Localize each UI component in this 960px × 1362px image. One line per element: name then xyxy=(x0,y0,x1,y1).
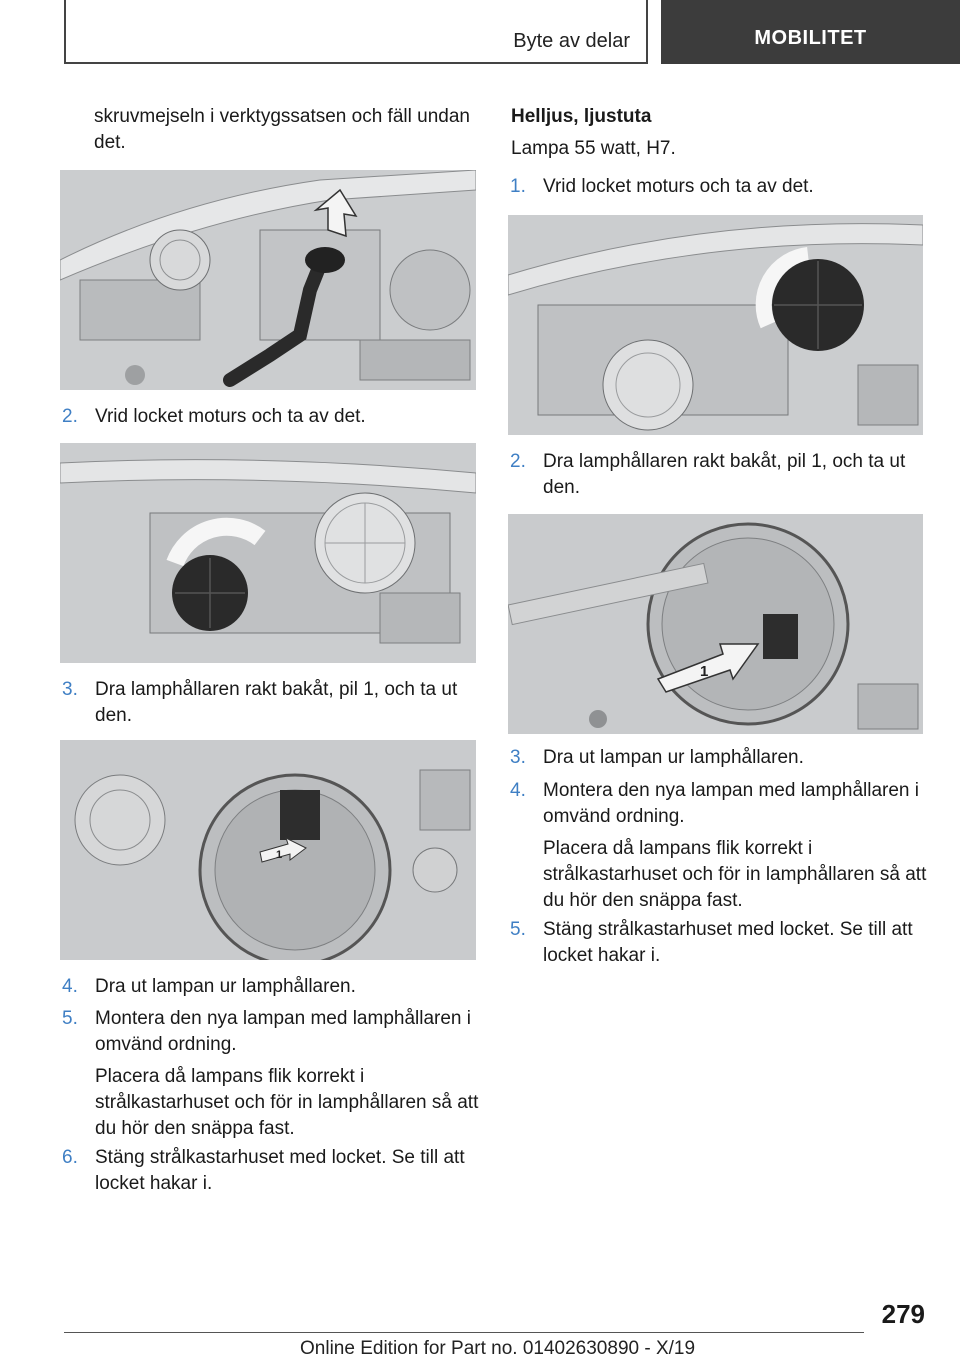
step-number: 2. xyxy=(62,406,78,427)
step-note: Placera då lampans flik korrekt i strålkastarhuset och för in lamphållaren så att du hör den snäppa fast. xyxy=(543,838,927,911)
step-number: 1. xyxy=(510,176,526,197)
svg-text:1: 1 xyxy=(276,849,283,861)
step-text: Dra lamphållaren rakt bakåt, pil 1, och ta ut den. xyxy=(543,451,906,498)
step-text: Vrid locket moturs och ta av det. xyxy=(95,406,366,427)
page-number: 279 xyxy=(881,1299,925,1329)
illustration-remove-filler-neck xyxy=(60,170,476,390)
step-text: Stäng strålkastarhuset med locket. Se till att locket hakar i. xyxy=(95,1147,465,1194)
illustration-pull-lampholder-left xyxy=(60,740,476,960)
step-number: 4. xyxy=(62,976,78,997)
svg-text:1: 1 xyxy=(700,663,709,680)
illustration-rotate-cap-right xyxy=(508,215,923,435)
section-title: Byte av delar xyxy=(513,30,630,52)
step-text: Montera den nya lampan med lamphållaren i omvänd ordning. xyxy=(95,1008,471,1055)
intro-text: skruvmejseln i verktygssatsen och fäll undan det. xyxy=(94,106,470,153)
chapter-tab: MOBILITET xyxy=(661,0,960,64)
illustration-rotate-cap-left xyxy=(60,443,476,663)
step-text: Stäng strålkastarhuset med locket. Se till att locket hakar i. xyxy=(543,919,913,966)
step-number: 3. xyxy=(510,747,526,768)
step-number: 4. xyxy=(510,780,526,801)
edition-text: Online Edition for Part no. 01402630890 - X/19 xyxy=(300,1338,696,1359)
footer-divider xyxy=(64,1332,864,1333)
header-section-box xyxy=(64,0,648,64)
step-text: Dra ut lampan ur lamphållaren. xyxy=(543,747,804,768)
step-text: Dra ut lampan ur lamphållaren. xyxy=(95,976,356,997)
step-number: 2. xyxy=(510,451,526,472)
step-number: 5. xyxy=(510,919,526,940)
step-text: Dra lamphållaren rakt bakåt, pil 1, och ta ut den. xyxy=(95,679,458,726)
step-number: 5. xyxy=(62,1008,78,1029)
section-heading: Helljus, ljustuta xyxy=(511,106,652,127)
step-number: 3. xyxy=(62,679,78,700)
illustration-pull-lampholder-right xyxy=(508,514,923,734)
step-text: Montera den nya lampan med lamphållaren i omvänd ordning. xyxy=(543,780,919,827)
step-number: 6. xyxy=(62,1147,78,1168)
bulb-spec: Lampa 55 watt, H7. xyxy=(511,138,676,159)
step-note: Placera då lampans flik korrekt i strålkastarhuset och för in lamphållaren så att du hör den snäppa fast. xyxy=(95,1066,479,1139)
step-text: Vrid locket moturs och ta av det. xyxy=(543,176,814,197)
